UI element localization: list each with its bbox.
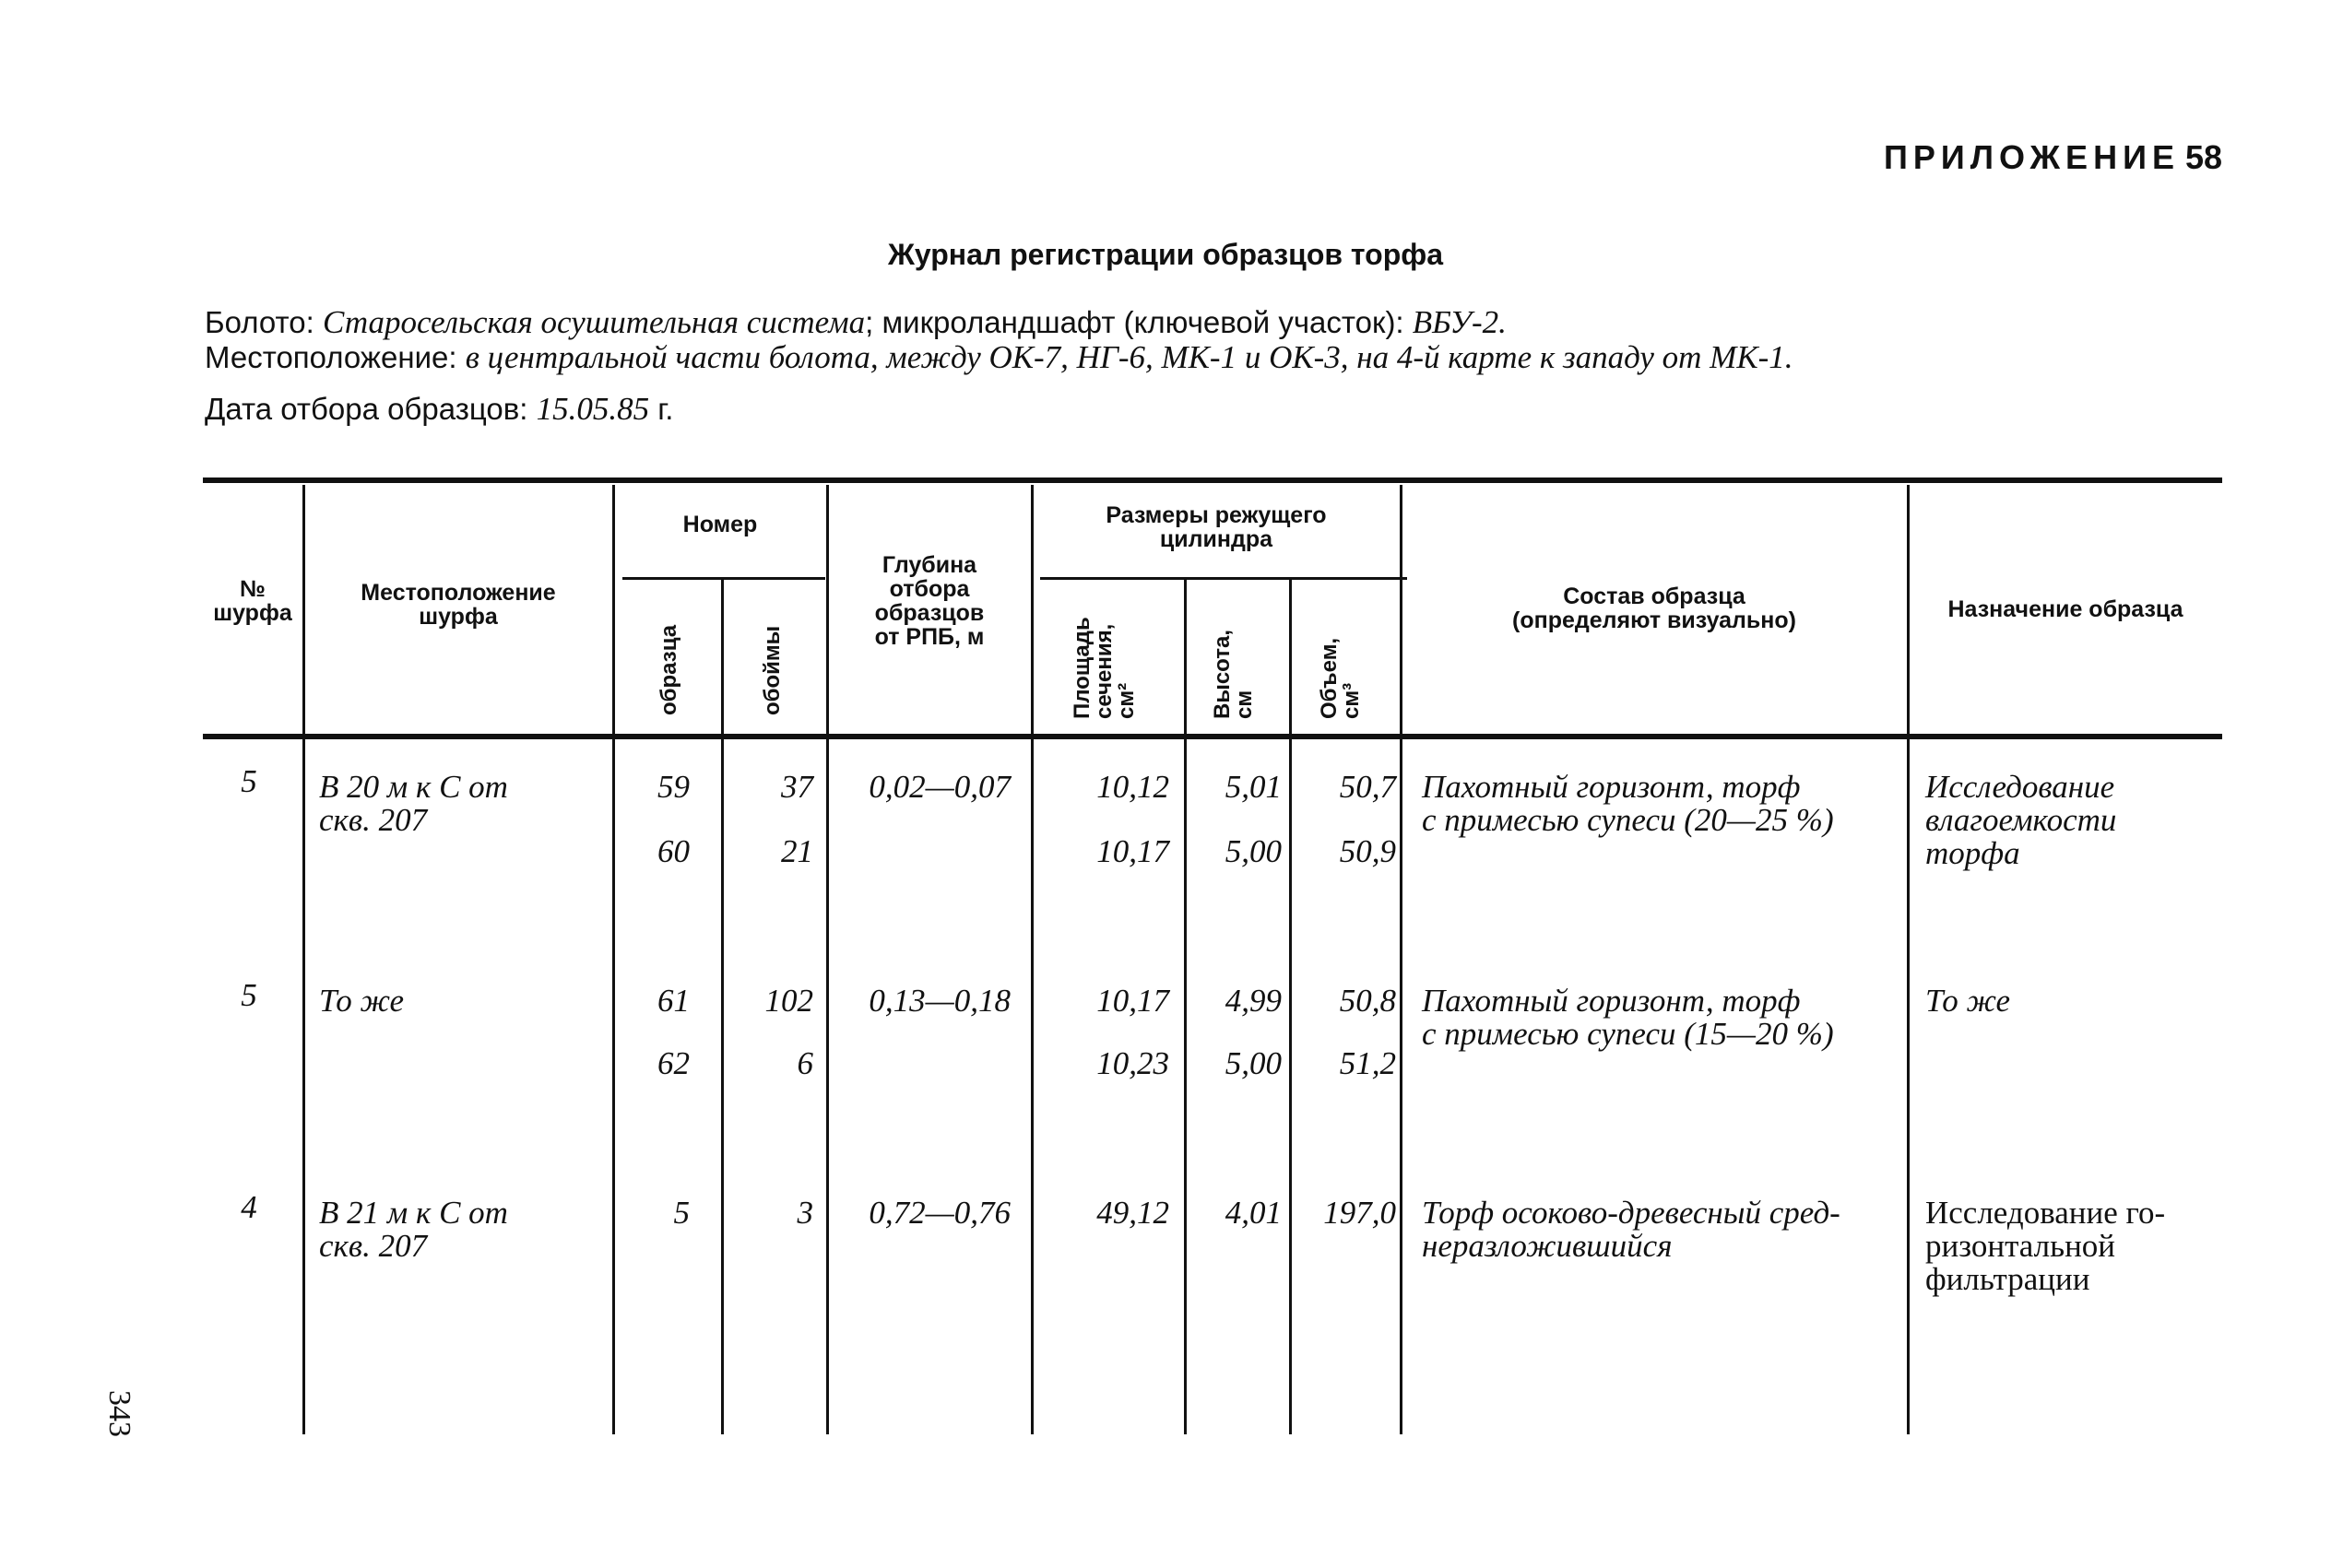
cell-depth: 0,13—0,18: [869, 983, 1011, 1019]
cell-purpose: Исследование го- ризонтальной фильтрации: [1925, 1195, 2166, 1297]
cell-volume: 50,9: [1339, 833, 1396, 869]
page-title: Журнал регистрации образцов торфа: [887, 238, 1444, 271]
cell-location: То же: [319, 983, 405, 1019]
cell-purpose: Исследование влагоемкости торфа: [1925, 769, 2117, 871]
col-divider: [1400, 485, 1402, 1434]
header-volume: Объем, см³: [1317, 637, 1364, 719]
col-divider: [302, 485, 305, 1434]
cell-sample-no: 59: [657, 769, 690, 805]
cell-area: 10,17: [1096, 833, 1169, 869]
header-pit-no: № шурфа: [213, 576, 292, 626]
number-group-rule: [622, 577, 825, 580]
col-divider: [1907, 485, 1910, 1434]
cell-area: 10,23: [1096, 1045, 1169, 1081]
cell-composition: Пахотный горизонт, торф с примесью супеси (15—20 %): [1422, 983, 1834, 1052]
cell-depth: 0,02—0,07: [869, 769, 1011, 805]
header-composition: Состав образца (определяют визуально): [1512, 584, 1796, 633]
cell-pit-no: 5: [241, 977, 257, 1013]
date-line: Дата отбора образцов: 15.05.85 г.: [205, 391, 674, 427]
col-divider: [826, 485, 829, 1434]
location-line: Местоположение: в центральной части болота, между ОК-7, НГ-6, МК-1 и ОК-3, на 4-й карте к западу от МК-1.: [205, 339, 1793, 375]
cell-sample-no: 60: [657, 833, 690, 869]
cell-composition: Пахотный горизонт, торф с примесью супеси (20—25 %): [1422, 769, 1834, 838]
cell-sample-no: 5: [673, 1195, 690, 1231]
header-number-group: Номер: [682, 512, 758, 537]
cell-sample-no: 61: [657, 983, 690, 1019]
cell-holder-no: 6: [797, 1045, 813, 1081]
cell-height: 5,00: [1225, 833, 1282, 869]
cell-purpose: То же: [1925, 983, 2011, 1019]
header-pit-location: Местоположение шурфа: [361, 580, 556, 630]
col-divider: [1289, 579, 1292, 1434]
col-divider: [1031, 485, 1034, 1434]
cell-composition: Торф осоково-древесный сред- неразложившийся: [1422, 1195, 1840, 1264]
header-cylinder-group: Размеры режущего цилиндра: [1106, 502, 1327, 552]
header-bottom-rule: [203, 734, 2222, 739]
header-height: Высота, см: [1210, 629, 1257, 719]
cell-height: 5,01: [1225, 769, 1282, 805]
cell-holder-no: 37: [781, 769, 813, 805]
cell-area: 49,12: [1096, 1195, 1169, 1231]
cell-volume: 50,8: [1339, 983, 1396, 1019]
header-sample-no: образца: [657, 624, 681, 715]
cell-area: 10,17: [1096, 983, 1169, 1019]
cell-height: 4,01: [1225, 1195, 1282, 1231]
cell-holder-no: 21: [781, 833, 813, 869]
col-divider: [612, 485, 615, 1434]
cell-pit-no: 5: [241, 763, 257, 799]
header-depth: Глубина отбора образцов от РПБ, м: [874, 552, 985, 650]
cell-area: 10,12: [1096, 769, 1169, 805]
header-area: Площадь сечения, см²: [1070, 617, 1139, 719]
cell-volume: 197,0: [1323, 1195, 1396, 1231]
cell-volume: 51,2: [1339, 1045, 1396, 1081]
bog-line: Болото: Старосельская осушительная система; микроландшафт (ключевой участок): ВБУ-2.: [205, 304, 1507, 340]
sample-register-table: [203, 477, 2222, 1436]
cell-holder-no: 3: [797, 1195, 813, 1231]
table-top-rule: [203, 477, 2222, 483]
cell-location: В 20 м к С от скв. 207: [319, 769, 508, 838]
cell-sample-no: 62: [657, 1045, 690, 1081]
cell-height: 5,00: [1225, 1045, 1282, 1081]
cylinder-group-rule: [1040, 577, 1407, 580]
appendix-label: ПРИЛОЖЕНИЕ 58: [1883, 138, 2222, 176]
header-holder-no: обоймы: [760, 625, 785, 715]
col-divider: [1184, 579, 1187, 1434]
cell-location: В 21 м к С от скв. 207: [319, 1195, 508, 1264]
header-purpose: Назначение образца: [1947, 596, 2183, 622]
cell-height: 4,99: [1225, 983, 1282, 1019]
col-divider: [721, 579, 724, 1434]
cell-holder-no: 102: [764, 983, 813, 1019]
cell-volume: 50,7: [1339, 769, 1396, 805]
page-number: 343: [102, 1390, 136, 1437]
cell-depth: 0,72—0,76: [869, 1195, 1011, 1231]
cell-pit-no: 4: [241, 1189, 257, 1225]
